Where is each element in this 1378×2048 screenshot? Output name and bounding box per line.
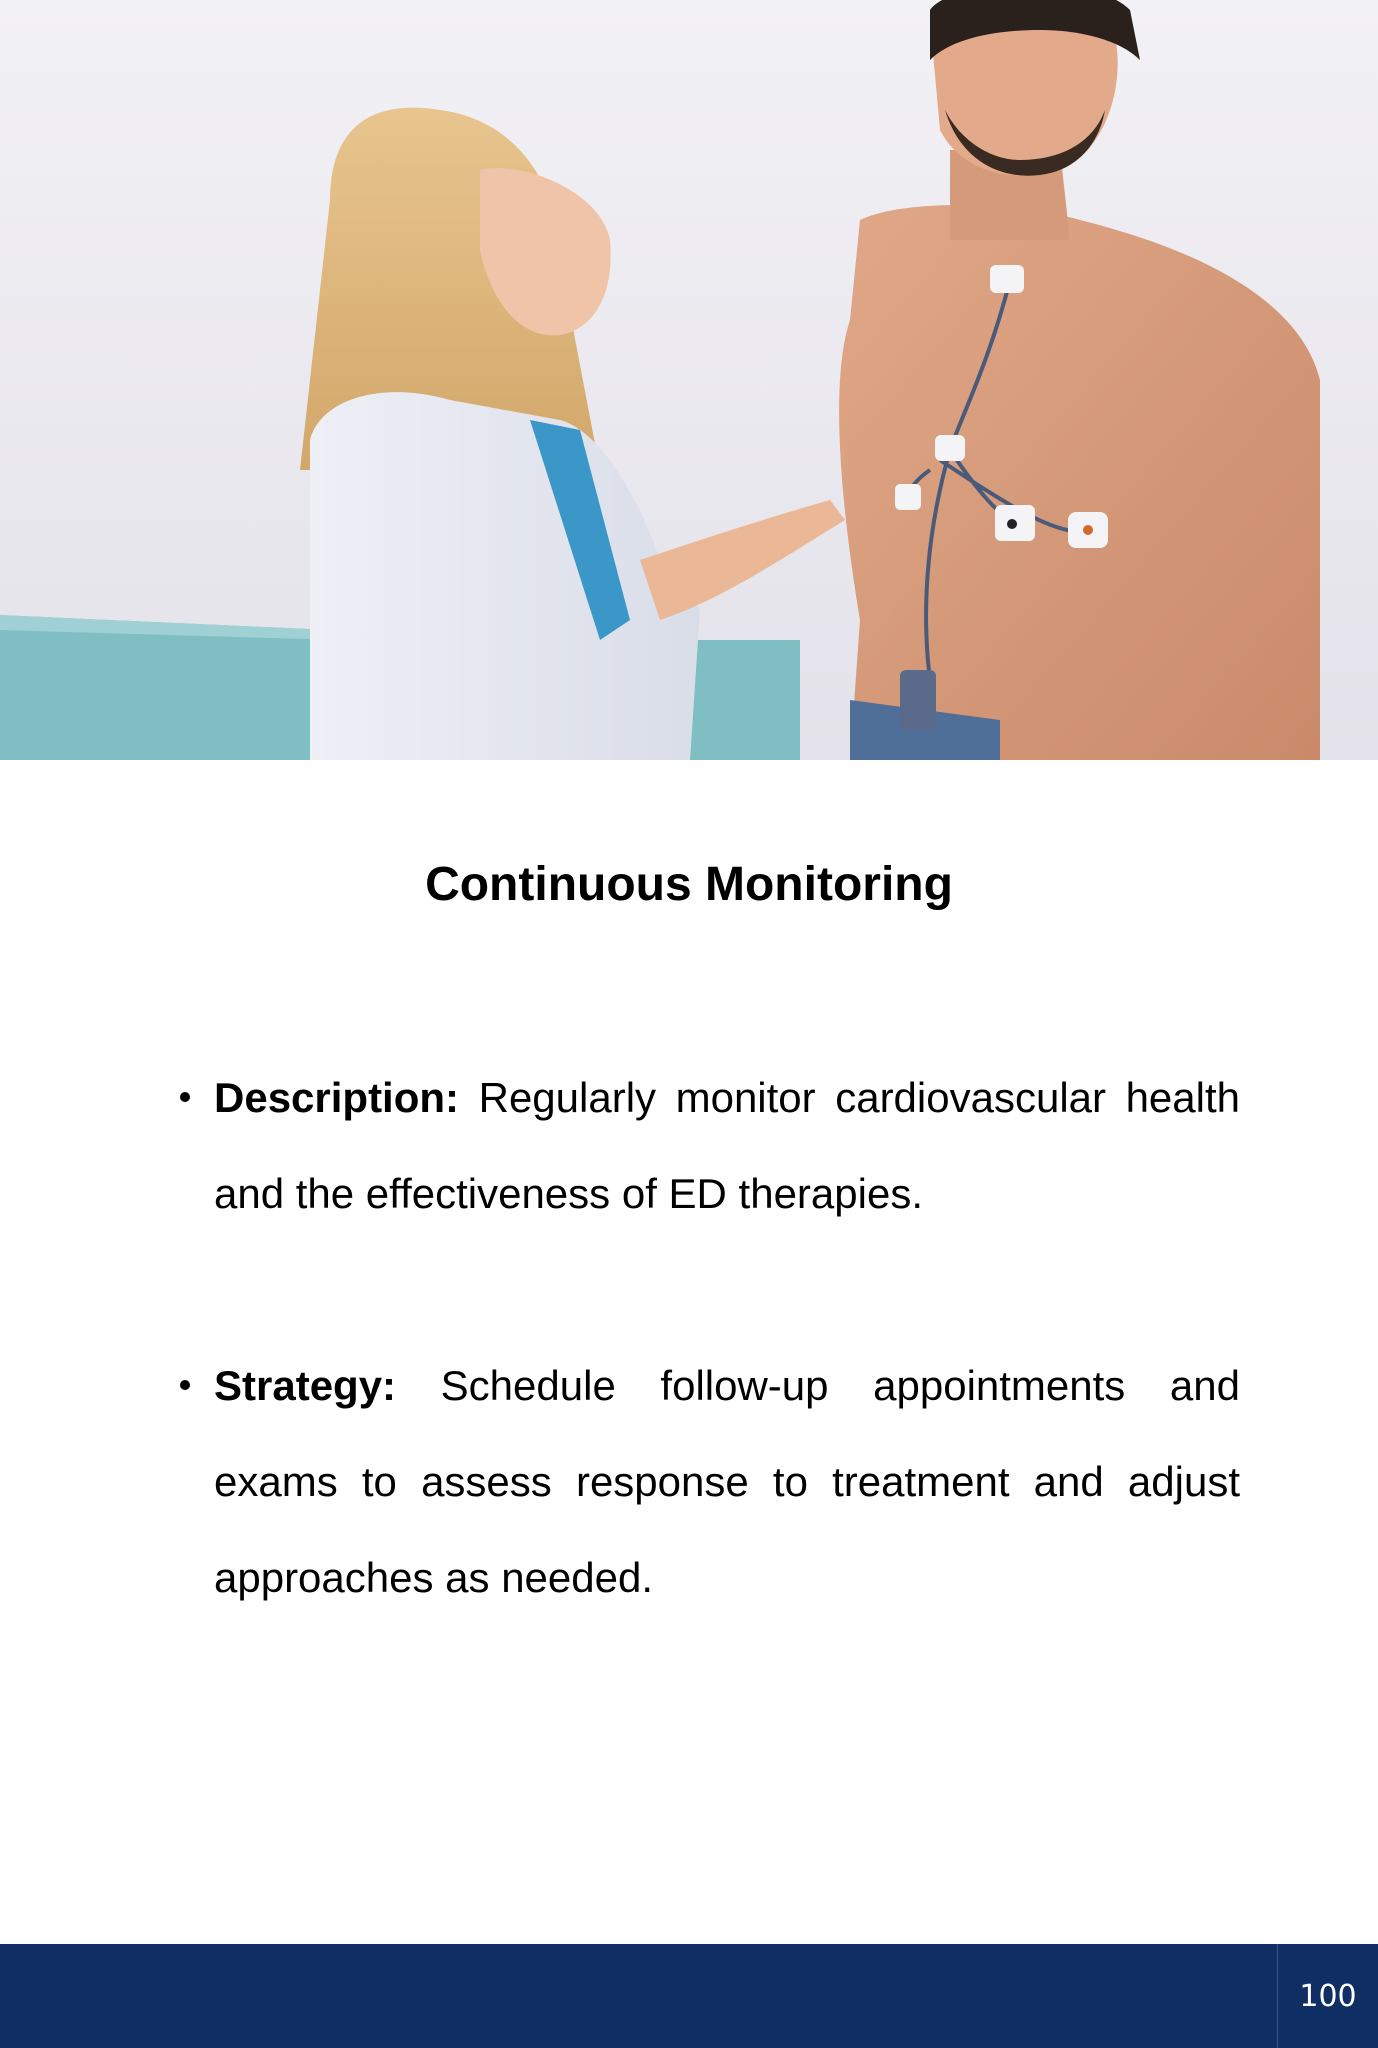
hero-photo	[0, 0, 1378, 760]
page-title: Continuous Monitoring	[425, 858, 953, 911]
page-number: 100	[1277, 1944, 1378, 2048]
bullet-term: Strategy:	[214, 1362, 441, 1409]
bullet-term: Description:	[214, 1074, 479, 1121]
bullet-list	[214, 1050, 1240, 1722]
bullet-icon	[180, 1092, 190, 1102]
bullet-text: Schedule follow-up appointments and exams to assess response to treatment and adjust approaches as needed.	[214, 1362, 1240, 1601]
photo-illustration	[0, 0, 1378, 760]
bullet-icon	[180, 1380, 190, 1390]
list-item	[214, 1050, 1240, 1242]
list-item	[214, 1338, 1240, 1626]
footer-bar	[0, 1944, 1378, 2048]
bullet-text: Regularly monitor cardiovascular health and the effectiveness of ED therapies.	[214, 1074, 1241, 1217]
